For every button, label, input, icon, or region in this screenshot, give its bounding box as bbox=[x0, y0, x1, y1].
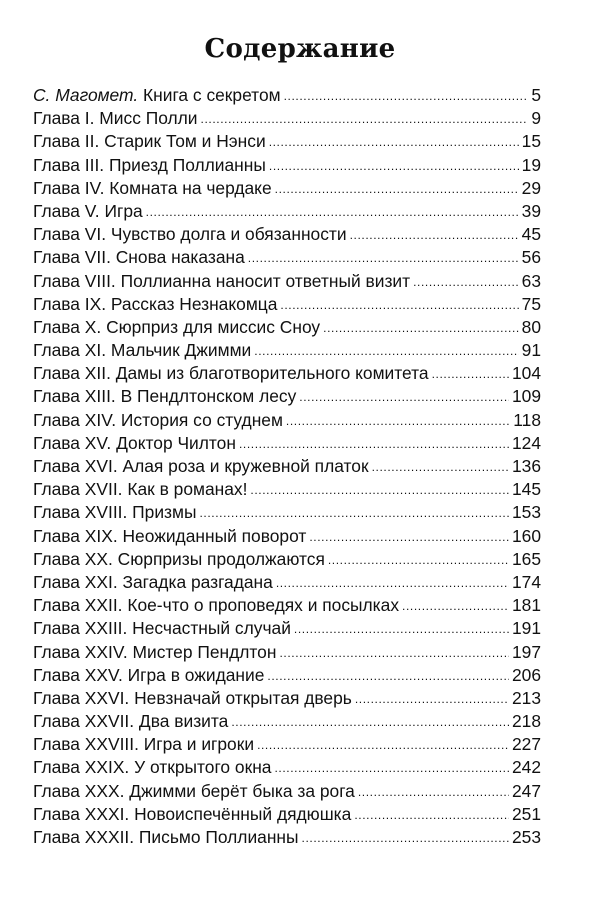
dot-leader bbox=[358, 779, 509, 804]
toc-entry bbox=[33, 339, 541, 362]
entry-label: Глава XXVII. Два визита bbox=[33, 711, 229, 732]
toc-entry bbox=[33, 501, 541, 524]
entry-page-number: 15 bbox=[521, 131, 541, 152]
entry-label: Глава XIV. История со студнем bbox=[33, 409, 283, 430]
toc-entry bbox=[33, 803, 541, 826]
entry-page-number: 153 bbox=[511, 502, 541, 523]
toc-entry bbox=[33, 780, 541, 803]
entry-label: Глава XXX. Джимми берёт быка за рога bbox=[33, 780, 355, 801]
entry-label: Глава XXXI. Новоиспечённый дядюшка bbox=[33, 803, 352, 824]
dot-leader bbox=[250, 477, 509, 502]
toc-entry bbox=[33, 687, 541, 710]
entry-label: Глава XXI. Загадка разгадана bbox=[33, 571, 273, 592]
toc-entry bbox=[33, 432, 541, 455]
toc-entry bbox=[33, 200, 541, 223]
dot-leader bbox=[286, 408, 510, 433]
toc-entry bbox=[33, 525, 541, 548]
entry-label: Глава XXIX. У открытого окна bbox=[33, 757, 272, 778]
dot-leader bbox=[267, 663, 509, 688]
toc-entry bbox=[33, 154, 541, 177]
toc-entry bbox=[33, 664, 541, 687]
toc-entry bbox=[33, 177, 541, 200]
entry-page-number: 242 bbox=[511, 757, 541, 778]
toc-entry bbox=[33, 617, 541, 640]
table-of-contents bbox=[33, 84, 541, 849]
dot-leader bbox=[280, 292, 518, 317]
entry-page-number: 253 bbox=[511, 827, 541, 847]
dot-leader bbox=[294, 616, 509, 641]
entry-label: Глава XIII. В Пендлтонском лесу bbox=[33, 386, 297, 407]
toc-entry bbox=[33, 710, 541, 733]
dot-leader bbox=[257, 732, 509, 757]
entry-label: Глава XXVIII. Игра и игроки bbox=[33, 734, 255, 755]
toc-entry bbox=[33, 223, 541, 246]
entry-page-number: 160 bbox=[511, 525, 541, 546]
toc-entry bbox=[33, 385, 541, 408]
entry-label: Глава XXXII. Письмо Поллианны bbox=[33, 827, 299, 847]
dot-leader bbox=[276, 570, 509, 595]
toc-entry bbox=[33, 409, 541, 432]
toc-entry bbox=[33, 293, 541, 316]
toc-entry bbox=[33, 478, 541, 501]
entry-page-number: 45 bbox=[521, 224, 541, 245]
entry-label: Глава XXVI. Невзначай открытая дверь bbox=[33, 687, 352, 708]
entry-page-number: 206 bbox=[511, 664, 541, 685]
dot-leader bbox=[279, 640, 509, 665]
dot-leader bbox=[269, 129, 519, 154]
entry-page-number: 75 bbox=[521, 293, 541, 314]
toc-entry bbox=[33, 270, 541, 293]
entry-label: Глава XXIV. Мистер Пендлтон bbox=[33, 641, 277, 662]
entry-label: Глава III. Приезд Поллианны bbox=[33, 154, 266, 175]
entry-page-number: 145 bbox=[511, 479, 541, 500]
entry-label: Глава XIX. Неожиданный поворот bbox=[33, 525, 307, 546]
entry-page-number: 39 bbox=[521, 200, 541, 221]
entry-page-number: 136 bbox=[511, 456, 541, 476]
entry-page-number: 19 bbox=[521, 154, 541, 175]
toc-entry bbox=[33, 571, 541, 594]
dot-leader bbox=[355, 686, 509, 711]
entry-label: Глава V. Игра bbox=[33, 200, 143, 221]
entry-label: Глава I. Мисс Полли bbox=[33, 108, 198, 129]
dot-leader bbox=[275, 176, 519, 201]
entry-label: Глава VIII. Поллианна наносит ответный визит bbox=[33, 270, 411, 291]
dot-leader bbox=[302, 825, 509, 850]
entry-page-number: 247 bbox=[511, 780, 541, 801]
entry-page-number: 181 bbox=[511, 595, 541, 616]
entry-label: Глава XV. Доктор Чилтон bbox=[33, 432, 236, 453]
entry-page-number: 104 bbox=[511, 363, 541, 384]
dot-leader bbox=[201, 106, 529, 131]
dot-leader bbox=[284, 83, 529, 108]
entry-page-number: 91 bbox=[521, 340, 541, 361]
entry-label: Глава IX. Рассказ Незнакомца bbox=[33, 293, 278, 314]
entry-page-number: 118 bbox=[513, 409, 541, 430]
entry-page-number: 5 bbox=[531, 85, 541, 105]
entry-page-number: 124 bbox=[511, 432, 541, 453]
dot-leader bbox=[199, 500, 509, 525]
entry-page-number: 191 bbox=[511, 618, 541, 639]
entry-label: Глава VII. Снова наказана bbox=[33, 247, 245, 268]
entry-label: Глава XII. Дамы из благотворительного комитета bbox=[33, 363, 429, 384]
entry-label: Глава X. Сюрприз для миссис Сноу bbox=[33, 316, 321, 337]
toc-entry bbox=[33, 130, 541, 153]
entry-label: Глава II. Старик Том и Нэнси bbox=[33, 131, 266, 152]
entry-page-number: 218 bbox=[511, 711, 541, 732]
toc-entry bbox=[33, 756, 541, 779]
dot-leader bbox=[274, 755, 509, 780]
entry-title bbox=[33, 84, 281, 107]
dot-leader bbox=[231, 709, 509, 734]
dot-leader bbox=[350, 222, 519, 247]
entry-page-number: 197 bbox=[511, 641, 541, 662]
entry-label: Глава XX. Сюрпризы продолжаются bbox=[33, 548, 325, 569]
toc-entry bbox=[33, 641, 541, 664]
entry-page-number: 251 bbox=[511, 803, 541, 824]
entry-page-number: 29 bbox=[521, 177, 541, 198]
entry-page-number: 109 bbox=[511, 386, 541, 407]
entry-label: Глава XXIII. Несчастный случай bbox=[33, 618, 291, 639]
dot-leader bbox=[432, 361, 509, 386]
dot-leader bbox=[239, 431, 509, 456]
entry-page-number: 56 bbox=[521, 247, 541, 268]
entry-page-number: 213 bbox=[511, 687, 541, 708]
entry-page-number: 227 bbox=[511, 734, 541, 755]
entry-page-number: 63 bbox=[521, 270, 541, 291]
dot-leader bbox=[309, 524, 509, 549]
entry-label: Глава XXII. Кое-что о проповедях и посылках bbox=[33, 595, 400, 616]
dot-leader bbox=[254, 338, 518, 363]
entry-label: Глава XXV. Игра в ожидание bbox=[33, 664, 265, 685]
entry-page-number: 9 bbox=[531, 108, 541, 129]
entry-label: Глава VI. Чувство долга и обязанности bbox=[33, 224, 347, 245]
entry-label: Глава IV. Комната на чердаке bbox=[33, 177, 272, 198]
toc-entry bbox=[33, 826, 541, 849]
toc-entry bbox=[33, 548, 541, 571]
dot-leader bbox=[269, 153, 519, 178]
entry-page-number: 165 bbox=[511, 548, 541, 569]
toc-entry bbox=[33, 316, 541, 339]
dot-leader bbox=[299, 384, 509, 409]
entry-label: Глава XVII. Как в романах! bbox=[33, 479, 248, 500]
dot-leader bbox=[323, 315, 519, 340]
entry-author: С. Магомет. bbox=[33, 85, 139, 105]
entry-label: Глава XVI. Алая роза и кружевной платок bbox=[33, 456, 369, 476]
toc-entry bbox=[33, 362, 541, 385]
toc-entry bbox=[33, 594, 541, 617]
toc-entry bbox=[33, 84, 541, 107]
dot-leader bbox=[248, 245, 519, 270]
entry-page-number: 80 bbox=[521, 316, 541, 337]
dot-leader bbox=[328, 547, 509, 572]
toc-entry bbox=[33, 107, 541, 130]
toc-entry bbox=[33, 733, 541, 756]
entry-label: Глава XI. Мальчик Джимми bbox=[33, 340, 252, 361]
dot-leader bbox=[413, 269, 519, 294]
page-title: Содержание bbox=[204, 34, 396, 64]
dot-leader bbox=[402, 593, 509, 618]
entry-page-number: 174 bbox=[511, 571, 541, 592]
toc-entry bbox=[33, 455, 541, 478]
entry-label: Книга с секретом bbox=[143, 85, 281, 105]
dot-leader bbox=[354, 802, 509, 827]
entry-label: Глава XVIII. Призмы bbox=[33, 502, 197, 523]
dot-leader bbox=[146, 199, 519, 224]
dot-leader bbox=[372, 454, 509, 479]
toc-entry bbox=[33, 246, 541, 269]
